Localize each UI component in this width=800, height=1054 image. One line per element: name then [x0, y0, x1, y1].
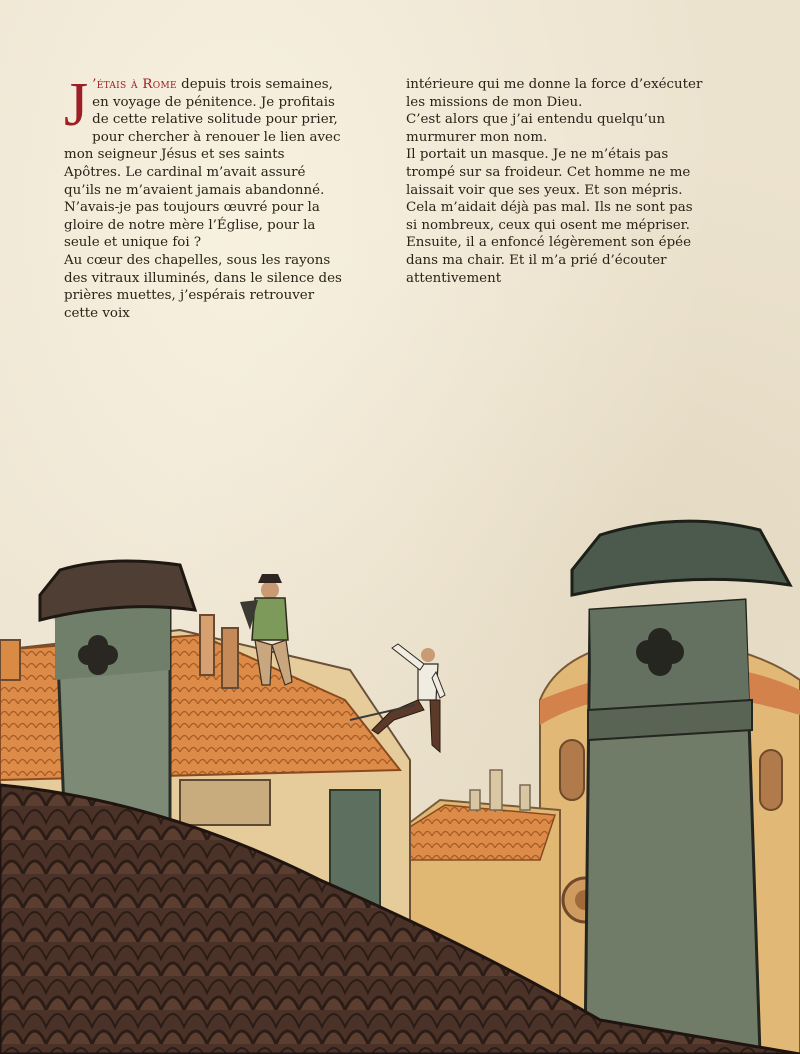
- text-column-right: [362, 76, 706, 322]
- lead-smallcaps: étais à Rome: [96, 77, 177, 92]
- paragraph-text: depuis trois semaines, en voyage de pénitence. Je profitais de cette relative solitude pour prier, pour chercher à renouer le lien avec mon seigneur Jésus et ses saints Apôtres. Le cardinal m’avait assuré qu’ils ne m’avaient jamais abandonné. N’avais-je pas toujours œuvré pour la gloire de notre mère l’Église, pour la seule et unique foi ?: [64, 77, 341, 251]
- paragraph-right-4: Cela m’aidait déjà pas mal. Ils ne sont pas si nombreux, ceux qui osent me mépriser.: [406, 200, 693, 233]
- paragraph-right-1: intérieure qui me donne la force d’exécuter les missions de mon Dieu.: [406, 77, 703, 110]
- paragraph-left-2: Au cœur des chapelles, sous les rayons des vitraux illuminés, dans le silence des prières muettes, j’espérais retrouver cette voix: [64, 252, 342, 321]
- paragraph-right-2: C’est alors que j’ai entendu quelqu’un murmurer mon nom.: [406, 112, 666, 145]
- paragraph-right-5: Ensuite, il a enfoncé légèrement son épée dans ma chair. Et il m’a prié d’écouter attentivement: [406, 235, 692, 286]
- paragraph-right-3: Il portait un masque. Je ne m’étais pas trompé sur sa froideur. Cet homme ne me laissait voir que ses yeux. Et son mépris.: [406, 147, 691, 198]
- lead-apostrophe: ’: [92, 77, 97, 92]
- text-column-left: [64, 71, 342, 322]
- rooftop-illustration: [0, 500, 800, 1054]
- text-block: [64, 71, 714, 322]
- drop-cap: J: [64, 71, 89, 139]
- paragraph-left-1: [64, 71, 342, 252]
